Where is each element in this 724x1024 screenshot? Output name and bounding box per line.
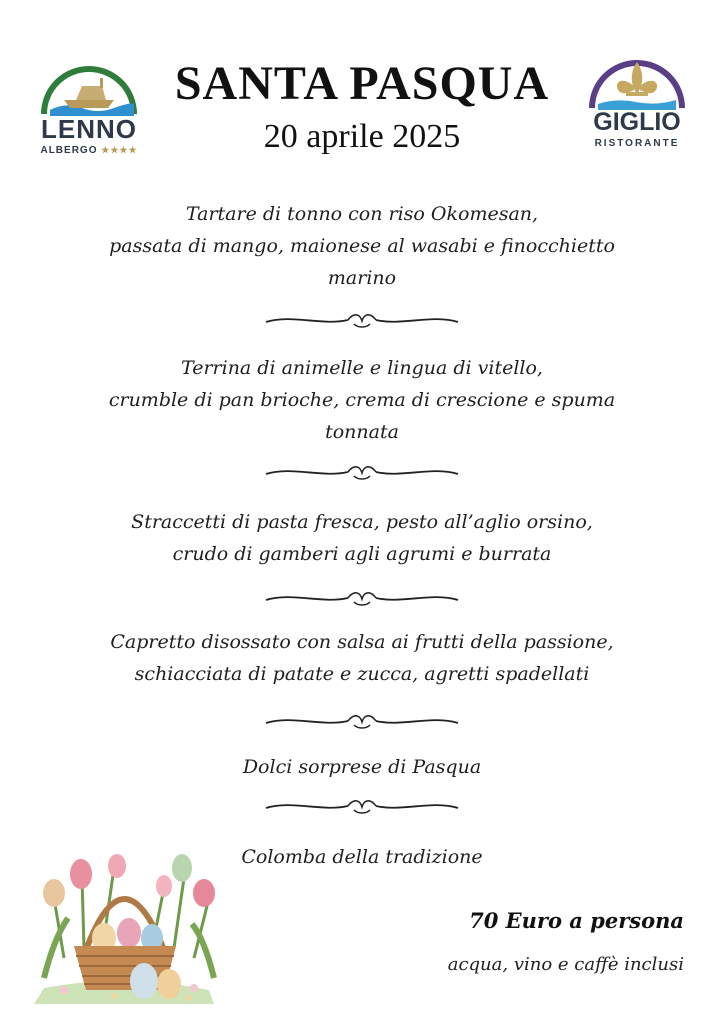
course-5-line-1: Dolci sorprese di Pasqua [242,756,482,778]
ornamental-flourish-icon [262,310,462,332]
course-4 [60,626,664,690]
course-4-line-2: schiacciata di patate e zucca, agretti spadellati [134,663,590,685]
ornamental-flourish-icon [262,796,462,818]
giglio-logo-name: GIGLIO [593,108,681,136]
course-5 [60,751,664,783]
lenno-logo-sub-text: ALBERGO [40,145,98,156]
giglio-logo-sub: RISTORANTE [594,138,680,149]
event-date: 20 aprile 2025 [263,118,461,155]
ornamental-flourish-icon [262,462,462,484]
course-1-line-2: passata di mango, maionese al wasabi e finocchietto [109,235,615,257]
page-title: SANTA PASQUA [174,57,550,110]
price: 70 Euro a persona [469,908,684,933]
fleur-de-lis-logo-icon [586,50,688,112]
course-1-line-1: Tartare di tonno con riso Okomesan, [185,203,539,225]
lenno-logo-stars: ★★★★ [101,145,138,155]
price-note: acqua, vino e caffè inclusi [447,954,684,975]
course-6-line-1: Colomba della tradizione [241,846,483,868]
course-1-line-3: marino [327,267,397,289]
course-2-line-3: tonnata [325,421,399,443]
giglio-logo [586,50,688,154]
course-3-line-2: crudo di gamberi agli agrumi e burrata [172,543,552,565]
course-2-line-2: crumble di pan brioche, crema di crescione e spuma [108,389,616,411]
ornamental-flourish-icon [262,711,462,733]
course-2-line-1: Terrina di animelle e lingua di vitello, [181,357,543,379]
easter-basket-icon [24,838,224,1004]
course-3 [60,506,664,570]
course-2 [60,352,664,448]
course-3-line-1: Straccetti di pasta fresca, pesto all’aglio orsino, [131,511,593,533]
ornamental-flourish-icon [262,588,462,610]
course-4-line-1: Capretto disossato con salsa ai frutti della passione, [110,631,614,653]
course-1 [60,198,664,294]
lenno-logo-name: LENNO [41,114,137,144]
